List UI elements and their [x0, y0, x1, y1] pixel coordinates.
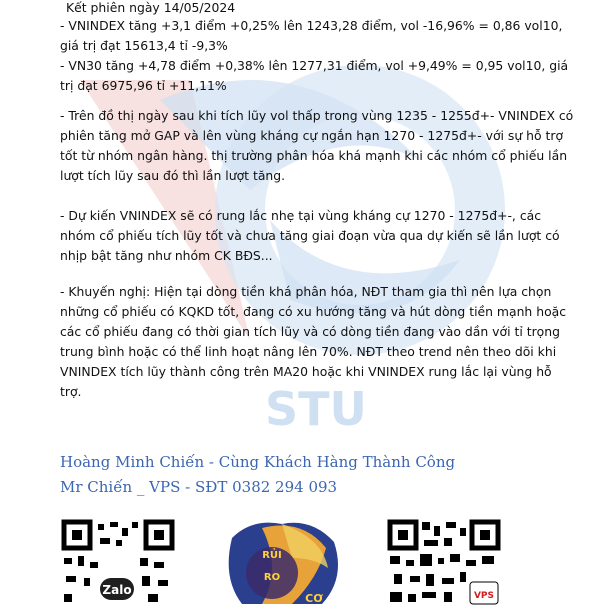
signature-contact: Mr Chiến _ VPS - SĐT 0382 294 093: [60, 478, 338, 496]
brand-logo: [222, 518, 346, 608]
zalo-label: Zalo: [102, 583, 132, 597]
market-forecast: - Dự kiến VNINDEX sẽ có rung lắc nhẹ tại vùng kháng cự 1270 - 1275đ+-, các nhóm cổ phiếu tích lũy tốt và chưa tăng giai đoạn vừa qua dự kiến sẽ lần lượt có nhịp bật tăng như nhóm CK BĐS...: [60, 208, 560, 263]
vnindex-summary: - VNINDEX tăng +3,1 điểm +0,25% lên 1243,28 điểm, vol -16,96% = 0,86 vol10, giá trị đạt 15613,4 tỉ -9,3%: [60, 18, 563, 53]
signature-name: Hoàng Minh Chiến - Cùng Khách Hàng Thành Công: [60, 453, 456, 471]
watermark-text: STU: [265, 382, 367, 436]
zalo-qr-code[interactable]: [60, 518, 176, 608]
vn30-summary: - VN30 tăng +4,78 điểm +0,38% lên 1277,31 điểm, vol +9,49% = 0,95 vol10, giá trị đạt 6975,96 tỉ +11,11%: [60, 58, 569, 93]
market-analysis: - Trên đồ thị ngày sau khi tích lũy vol thấp trong vùng 1235 - 1255đ+- VNINDEX có phiên tăng mở GAP và lên vùng kháng cự ngắn hạn 1270 - 1275đ+- với sự hỗ trợ tốt từ nhóm ngân hàng. thị trường phân hóa khá mạnh khi các nhóm cổ phiếu lần lượt tích lũy sau đó thì lần lượt tăng.: [60, 108, 574, 183]
recommendation: - Khuyến nghị: Hiện tại dòng tiền khá phân hóa, NĐT tham gia thì nên lựa chọn những cổ phiếu có KQKD tốt, đang có xu hướng tăng và hút dòng tiền mạnh hoặc các cổ phiếu đang có thời gian tích lũy và có dòng tiền đang vào dần với tỉ trọng trung bình hoặc có thể linh hoạt nâng lên 70%. NĐT theo trend nên theo dõi khi VNINDEX tích lũy thành công trên MA20 hoặc khi VNINDEX rung lắc lại vùng hỗ trợ.: [60, 284, 567, 399]
vps-qr-code[interactable]: [386, 518, 502, 608]
logo-text-co: CƠ: [305, 592, 323, 605]
logo-text-ro: RO: [263, 572, 281, 583]
logo-text-rui: RỦI: [262, 550, 282, 561]
session-title: Kết phiên ngày 14/05/2024: [66, 0, 236, 15]
vps-label: VPS: [473, 591, 495, 601]
